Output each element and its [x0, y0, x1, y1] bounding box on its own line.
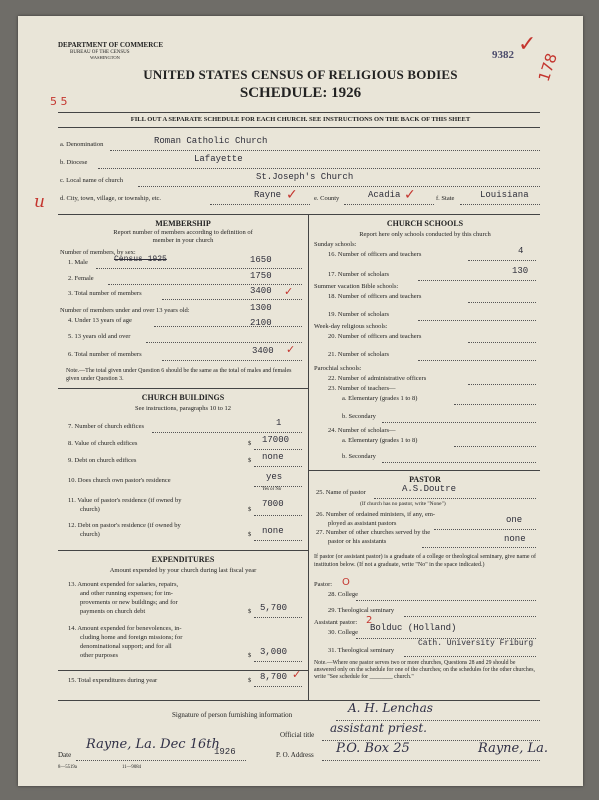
q15-line: [254, 686, 302, 687]
q24a-line: [454, 446, 536, 447]
q4-value: 1300: [250, 303, 272, 313]
date-label: Date: [58, 751, 72, 759]
local-name-line: [138, 186, 540, 187]
q25-value: A.S.Doutre: [402, 484, 457, 494]
city-town-value: Rayne: [254, 190, 282, 200]
q24a-label: a. Elementary (grades 1 to 8): [342, 437, 418, 444]
q5-label: 5. 13 years old and over: [68, 333, 131, 340]
q6-label: 6. Total number of members: [68, 351, 142, 358]
q30-value: Bolduc (Holland): [370, 623, 457, 633]
state-value: Louisiana: [480, 190, 529, 200]
expenditures-sub: Amount expended by your church during last fiscal year: [109, 567, 257, 574]
q1-note: Census 1925: [114, 255, 167, 264]
q9-line: [254, 466, 302, 467]
check-mark: ✓: [286, 343, 296, 356]
instruction-line: FILL OUT A SEPARATE SCHEDULE FOR EACH CHURCH. SEE INSTRUCTIONS ON THE BACK OF THIS SHEET: [130, 116, 471, 123]
q26-line: [434, 529, 536, 530]
dollar-sign: $: [248, 652, 252, 659]
q4-line: [154, 326, 302, 327]
q14-label: denominational support; and for all: [80, 643, 172, 650]
q24-label: 24. Number of scholars—: [328, 427, 396, 434]
form-number: 8—5519a: [58, 765, 77, 770]
q31-label: 31. Theological seminary: [328, 647, 395, 654]
q2-value: 1750: [250, 271, 272, 281]
check-mark: ✓: [284, 285, 294, 298]
county-value: Acadia: [368, 190, 401, 200]
q2-line: [108, 284, 302, 285]
q5-value: 2100: [250, 318, 272, 328]
q7-line: [152, 432, 302, 433]
q10-label: 10. Does church own pastor's residence: [68, 477, 171, 484]
q5-line: [146, 342, 302, 343]
date-line: [76, 760, 246, 761]
membership-intro: member in your church: [152, 237, 214, 244]
q12-value: none: [262, 526, 284, 536]
q11-label: 11. Value of pastor's residence (if owned by: [68, 497, 182, 504]
q8-value: 17000: [262, 435, 290, 445]
q31-line: [404, 656, 536, 657]
sunday-schools-label: Sunday schools:: [314, 241, 357, 248]
q15-label: 15. Total expenditures during year: [68, 677, 158, 684]
po-address-line: [322, 760, 540, 761]
q23-label: 23. Number of teachers—: [328, 385, 396, 392]
margin-number: 178: [534, 50, 561, 84]
q23a-label: a. Elementary (grades 1 to 8): [342, 395, 418, 402]
q17-line: [418, 280, 536, 281]
q13-value: 5,700: [260, 603, 288, 613]
q25-label: 25. Name of pastor: [316, 489, 366, 496]
q10-value: yes: [266, 472, 283, 482]
q11-value: 7000: [262, 499, 284, 509]
official-title-label: Official title: [280, 731, 315, 739]
q24b-line: [382, 462, 536, 463]
q23b-label: b. Secondary: [342, 413, 376, 420]
signature-value: A. H. Lenchas: [348, 701, 433, 715]
rule: [308, 470, 540, 471]
assistant-pastor-label: Assistant pastor:: [314, 619, 358, 626]
q28-label: 28. College: [328, 591, 358, 598]
q9-label: 9. Debt on church edifices: [68, 457, 137, 464]
diocese-line: [98, 168, 540, 169]
pastor-footer-note: Note.—Where one pastor serves two or more churches, Questions 28 and 29 should be answered only on the schedule for one of the churches; on the schedules for the other churches, write "See schedule for ________ church.": [314, 660, 536, 681]
graduate-note: If pastor (or assistant pastor) is a graduate of a college or theological seminary, give name of institution below. (If not a graduate, write "No" in the space indicated.): [314, 554, 537, 568]
q24b-label: b. Secondary: [342, 453, 376, 460]
q16-label: 16. Number of officers and teachers: [328, 251, 422, 258]
diocese-label: b. Diocese: [60, 159, 88, 166]
q14-label: cluding home and foreign missions; for: [80, 634, 183, 641]
q16-line: [468, 260, 536, 261]
denomination-line: [110, 150, 540, 151]
bureau-label: BUREAU OF THE CENSUS: [70, 50, 130, 55]
pastor-heading: PASTOR: [409, 475, 441, 484]
po-address-city: Rayne, La.: [478, 741, 549, 756]
city-town-label: d. City, town, village, or township, etc.: [60, 195, 162, 202]
city-label: WASHINGTON: [90, 55, 120, 60]
county-label: e. County: [314, 195, 340, 202]
q28-line: [356, 600, 536, 601]
department-label: DEPARTMENT OF COMMERCE: [58, 41, 164, 49]
membership-heading: MEMBERSHIP: [155, 219, 211, 228]
q11-label: church): [80, 506, 100, 513]
q19-line: [418, 320, 536, 321]
q23b-line: [382, 422, 536, 423]
q22-label: 22. Number of administrative officers: [328, 375, 427, 382]
membership-note: Note.—The total given under Question 6 should be the same as the total of males and females given under Question 3.: [66, 368, 292, 382]
weekday-schools-label: Week-day religious schools:: [314, 323, 388, 330]
local-name-label: c. Local name of church: [60, 177, 123, 184]
q25-note: (If church has no pastor, write "None"): [360, 501, 446, 507]
form-number: 11—9084: [122, 765, 142, 770]
dollar-sign: $: [248, 677, 252, 684]
q18-line: [468, 302, 536, 303]
check-mark: ✓: [292, 668, 302, 681]
po-address-label: P. O. Address: [276, 751, 314, 759]
q14-label: 14. Amount expended for benevolences, in-: [68, 625, 182, 632]
q1-value: 1650: [250, 255, 272, 265]
q13-label: and other running expenses; for im-: [80, 590, 173, 597]
q15-value: 8,700: [260, 672, 288, 682]
column-divider: [308, 214, 309, 700]
q23a-line: [454, 404, 536, 405]
q21-line: [418, 360, 536, 361]
stamp-number: 9382: [492, 49, 514, 61]
rule: [58, 214, 540, 215]
pastor-mark: O: [342, 577, 350, 588]
q2-label: 2. Female: [68, 275, 94, 282]
local-name-value: St.Joseph's Church: [256, 172, 354, 182]
q13-label: provements or new buildings; and for: [80, 599, 178, 606]
diocese-value: Lafayette: [194, 154, 243, 164]
county-line: [344, 204, 434, 205]
dollar-sign: $: [248, 506, 252, 513]
margin-check-mark: ✓: [518, 32, 537, 57]
q29-line: [404, 616, 536, 617]
date-value: Rayne, La. Dec 16th: [86, 737, 220, 752]
q26-label: ployed as assistant pastors: [328, 520, 397, 527]
q1-label: 1. Male: [68, 259, 88, 266]
schools-heading: CHURCH SCHOOLS: [386, 219, 464, 228]
check-mark: ✓: [404, 187, 416, 203]
rule: [58, 550, 308, 551]
q17-label: 17. Number of scholars: [328, 271, 390, 278]
rule: [58, 670, 308, 671]
q12-label: 12. Debt on pastor's residence (if owned by: [68, 522, 181, 529]
q26-label: 26. Number of ordained ministers, if any, em-: [316, 511, 436, 518]
q27-line: [422, 547, 536, 548]
q8-line: [254, 449, 302, 450]
check-mark: ✓: [286, 187, 298, 203]
q13-label: 13. Amount expended for salaries, repairs,: [68, 581, 179, 588]
q13-line: [254, 617, 302, 618]
by-sex-label: Number of members, by sex:: [60, 249, 136, 256]
q14-label: other purposes: [80, 652, 119, 659]
pastor-label: Pastor:: [314, 581, 333, 588]
schedule-title: SCHEDULE: 1926: [239, 85, 362, 101]
q20-line: [468, 342, 536, 343]
dollar-sign: $: [248, 608, 252, 615]
margin-u-mark: u: [34, 192, 45, 212]
schools-intro: Report here only schools conducted by this church: [359, 231, 491, 238]
q26-value: one: [506, 515, 523, 525]
year-value: 1926: [214, 747, 236, 757]
dollar-sign: $: [248, 440, 252, 447]
assistant-mark: 2: [366, 615, 373, 626]
state-line: [460, 204, 540, 205]
denomination-label: a. Denomination: [60, 141, 104, 148]
form-title: UNITED STATES CENSUS OF RELIGIOUS BODIES: [143, 67, 458, 82]
parochial-schools-label: Parochial schools:: [314, 365, 362, 372]
q29-label: 29. Theological seminary: [328, 607, 395, 614]
dollar-sign: $: [248, 457, 252, 464]
signature-label: Signature of person furnishing information: [172, 711, 293, 719]
q30-label: 30. College: [328, 629, 358, 636]
yes-no-hint: Yes or No: [262, 487, 282, 492]
q31-value: Cath. University Friburg: [418, 639, 534, 648]
census-schedule-sheet: [18, 16, 583, 786]
q22-line: [468, 384, 536, 385]
rule: [58, 700, 540, 701]
rule: [58, 112, 540, 113]
q13-label: payments on church debt: [80, 608, 146, 615]
city-town-line: [210, 204, 310, 205]
q25-line: [374, 498, 536, 499]
q3-label: 3. Total number of members: [68, 290, 142, 297]
q27-value: none: [504, 534, 526, 544]
expenditures-heading: EXPENDITURES: [151, 555, 215, 564]
q1-line: [96, 268, 302, 269]
q14-line: [254, 661, 302, 662]
q27-label: pastor or his assistants: [328, 538, 387, 545]
q8-label: 8. Value of church edifices: [68, 440, 138, 447]
q17-value: 130: [512, 266, 529, 276]
membership-intro: Report number of members according to definition of: [113, 229, 253, 236]
q27-label: 27. Number of other churches served by the: [316, 529, 431, 536]
q21-label: 21. Number of scholars: [328, 351, 390, 358]
q18-label: 18. Number of officers and teachers: [328, 293, 422, 300]
q20-label: 20. Number of officers and teachers: [328, 333, 422, 340]
rule: [58, 388, 308, 389]
official-title-value: assistant priest.: [330, 721, 427, 735]
q4-label: 4. Under 13 years of age: [68, 317, 132, 324]
q6-value: 3400: [252, 346, 274, 356]
state-label: f. State: [436, 195, 455, 202]
q3-value: 3400: [250, 286, 272, 296]
q16-value: 4: [518, 246, 524, 256]
q11-line: [254, 515, 302, 516]
summer-schools-label: Summer vacation Bible schools:: [314, 283, 399, 290]
q12-line: [254, 540, 302, 541]
buildings-heading: CHURCH BUILDINGS: [141, 393, 225, 402]
buildings-sub: See instructions, paragraphs 10 to 12: [134, 405, 232, 412]
rule: [58, 127, 540, 128]
q9-value: none: [262, 452, 284, 462]
q14-value: 3,000: [260, 647, 288, 657]
po-address-value: P.O. Box 25: [336, 741, 410, 756]
q12-label: church): [80, 531, 100, 538]
q3-line: [162, 299, 302, 300]
age-head-label: Number of members under and over 13 years old:: [60, 307, 190, 314]
dollar-sign: $: [248, 531, 252, 538]
q19-label: 19. Number of scholars: [328, 311, 390, 318]
q7-value: 1: [276, 418, 282, 428]
q6-line: [162, 360, 302, 361]
margin-left-mark: 5 5: [50, 95, 68, 108]
q7-label: 7. Number of church edifices: [68, 423, 144, 430]
denomination-value: Roman Catholic Church: [154, 136, 268, 146]
